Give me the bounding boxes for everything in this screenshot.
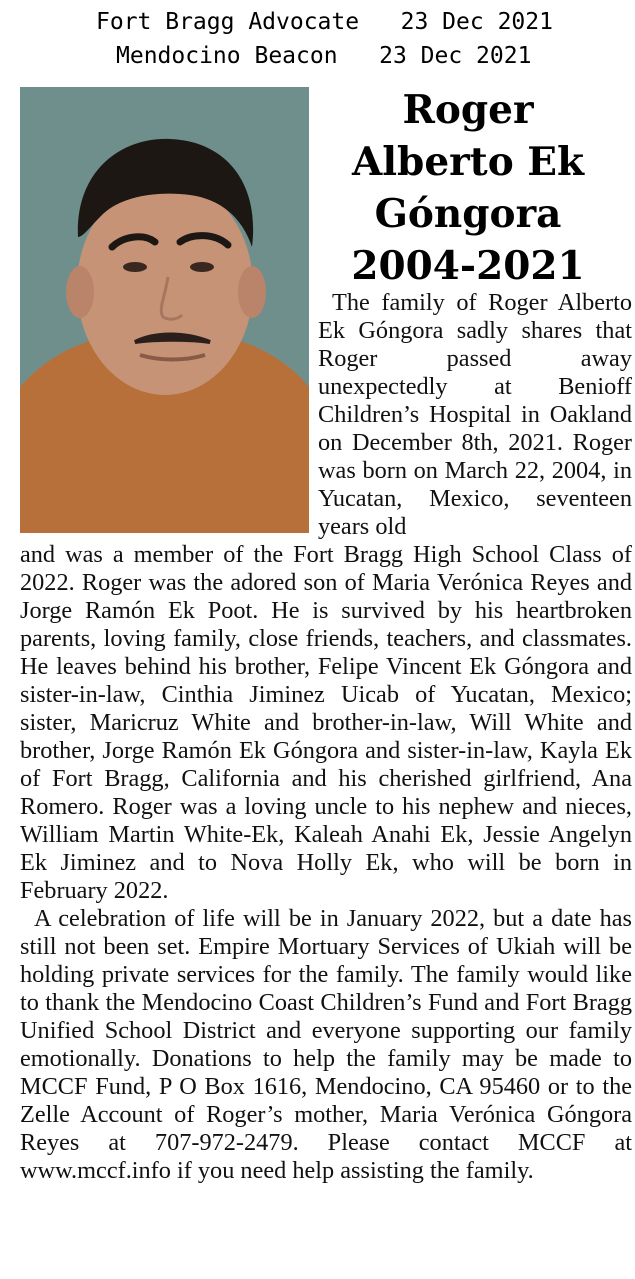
paragraph-1-column: The family of Roger Alberto Ek Góngora sadly shares that Roger passed away unexpectedly at Benioff Children’s Hospital in Oakland on December 8th, 2021. Roger was born on March 22, 2004, in Yucatan, Mexico, seventeen years old (318, 289, 632, 540)
header-line-beacon: Mendocino Beacon 23 Dec 2021 (116, 43, 532, 69)
portrait-photo (20, 87, 309, 533)
paragraph-1-continued: and was a member of the Fort Bragg High School Class of 2022. Roger was the adored son of Maria Verónica Reyes and Jorge Ramón Ek Poot. He is survived by his heartbroken parents, loving family, close friends, teachers, and classmates. He leaves behind his brother, Felipe Vincent Ek Góngora and sister-in-law, Cinthia Jiminez Uicab of Yucatan, Mexico; sister, Maricruz White and brother-in-law, Will White and brother, Jorge Ramón Ek Góngora and sister-in-law, Kayla Ek of Fort Bragg, California and his cherished girlfriend, Ana Romero. Roger was a loving uncle to his nephew and nieces, William Martin White-Ek, Kaleah Anahi Ek, Jessie Angelyn Ek Jiminez and to Nova Holly Ek, who will be born in February 2022. (20, 541, 632, 904)
body-full-width (20, 541, 632, 1185)
title-middle-name: Alberto Ek (351, 139, 585, 185)
obituary-title (318, 84, 618, 292)
title-years: 2004-2021 (351, 243, 585, 289)
title-last-name: Góngora (374, 191, 562, 237)
portrait-illustration (20, 87, 309, 533)
paragraph-2: A celebration of life will be in January 2022, but a date has still not been set. Empire Mortuary Services of Ukiah will be holding private services for the family. The family would like to thank the Mendocino Coast Children’s Fund and Fort Bragg Unified School District and everyone supporting our family emotionally. Donations to help the family may be made to MCCF Fund, P O Box 1616, Mendocino, CA 95460 or to the Zelle Account of Roger’s mother, Maria Verónica Góngora Reyes at 707-972-2479. Please contact MCCF at www.mccf.info if you need help assisting the family. (20, 905, 632, 1184)
body-column-right (318, 289, 632, 541)
title-first-name: Roger (402, 87, 534, 133)
header-line-advocate: Fort Bragg Advocate 23 Dec 2021 (96, 9, 553, 35)
